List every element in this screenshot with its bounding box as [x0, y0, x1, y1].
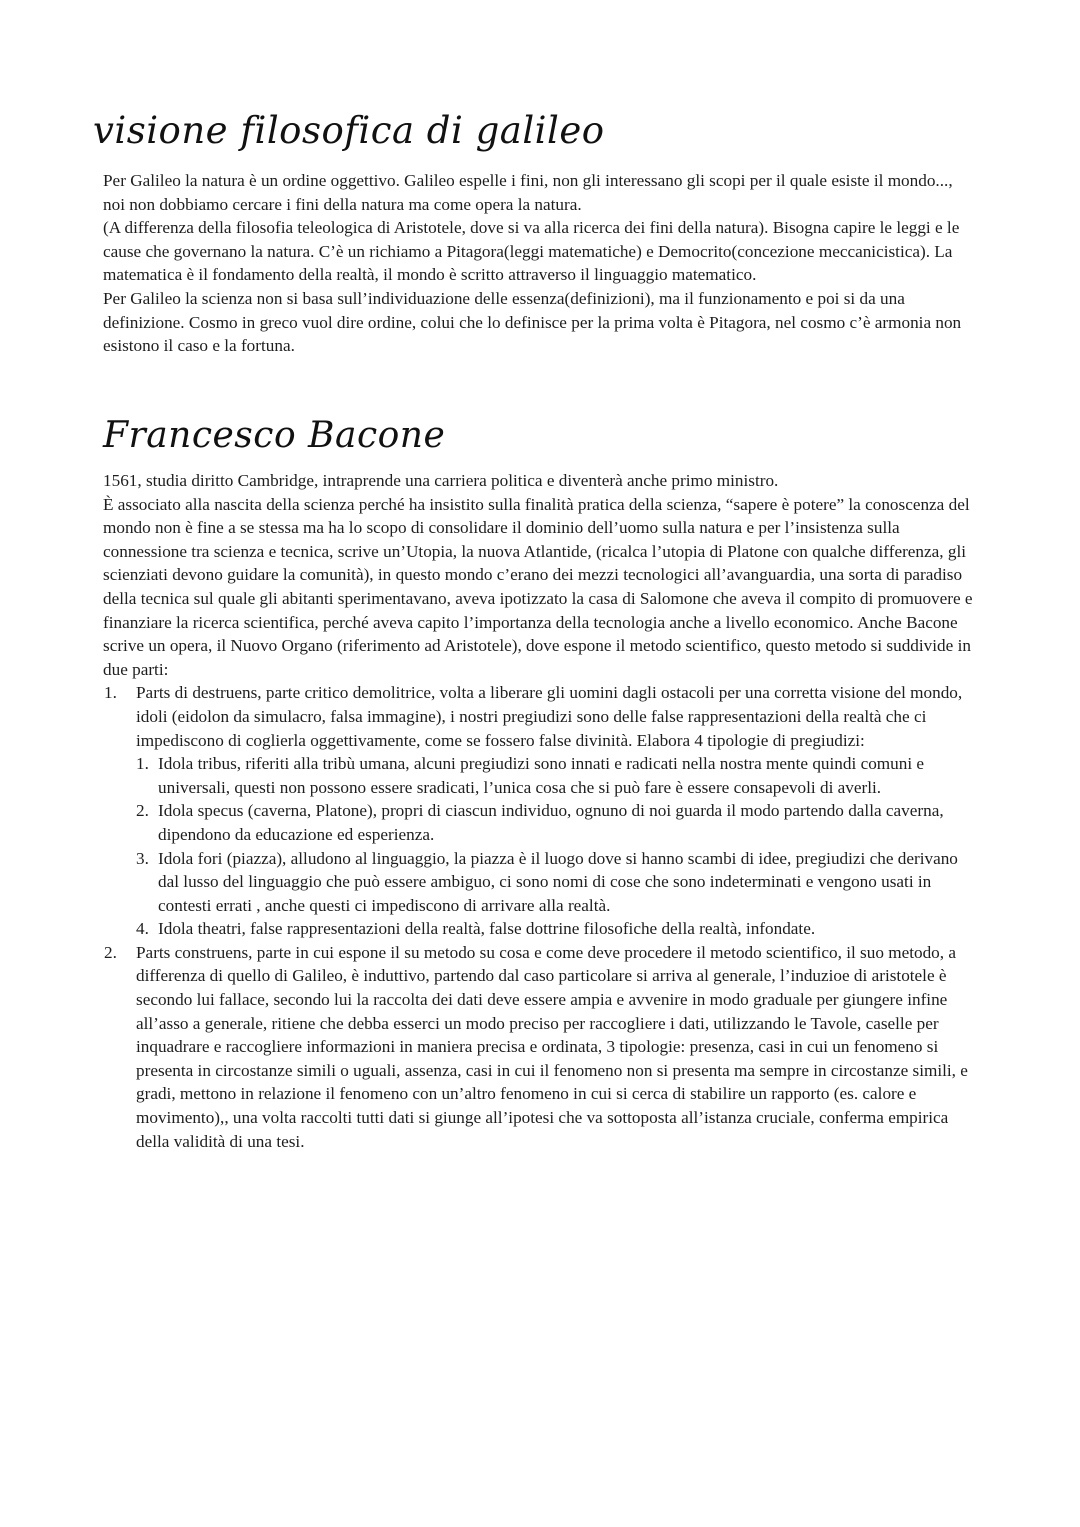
- list-item: [136, 917, 978, 941]
- section-title-galileo: visione filosofica di galileo: [93, 109, 605, 152]
- list-item-text: Idola fori (piazza), alludono al linguaggio, la piazza è il luogo dove si hanno scambi di idee, pregiudizi che derivano dal lusso del linguaggio che può essere ambiguo, ci sono nomi di cose che sono indeterminati e vengono usati in contesti errati , anche questi ci impediscono di arrivare alla realtà.: [158, 848, 958, 915]
- list-item: [103, 941, 978, 1153]
- list-item: [136, 799, 978, 846]
- list-number: 4.: [136, 919, 149, 939]
- list-number: 1.: [136, 754, 149, 774]
- list-item-text: Parts construens, parte in cui espone il su metodo su cosa e come deve procedere il metodo scientifico, il suo metodo, a differenza di quello di Galileo, è induttivo, partendo dal caso particolare si arriva al generale, l’induzioe di aristotele è secondo lui fallace, secondo lui la raccolta dei dati deve essere ampia e avvenire in modo graduale per giungere infine all’asso a generale, ritiene che debba esserci un modo preciso per raccogliere i dati, utilizzando le Tavole, caselle per inquadrare e raccogliere informazioni in maniera precisa e ordinata, 3 tipologie: presenza, casi in cui un fenomeno si presenta in circostanze simili o uguali, assenza, casi in cui il fenomeno non si presenta ma sempre in circostanze simili, e gradi, mettono in relazione il fenomeno con un’altro fenomeno in cui si cerca di stabilire un rapporto (es. calore e movimento),, una volta raccolti tutti dati si giunge all’ipotesi che va sottoposta all’istanza cruciale, conferma empirica della validità di una tesi.: [136, 942, 968, 1151]
- galileo-section-body: [103, 169, 978, 358]
- paragraph: 1561, studia diritto Cambridge, intraprende una carriera politica e diventerà anche primo ministro.: [103, 471, 779, 490]
- paragraph: Per Galileo la natura è un ordine oggettivo. Galileo espelle i fini, non gli interessano gli scopi per il quale esiste il mondo..., noi non dobbiamo cercare i fini della natura ma come opera la natura.: [103, 171, 953, 214]
- bacone-section-body: [103, 469, 978, 1153]
- list-item-text: Parts di destruens, parte critico demolitrice, volta a liberare gli uomini dagli ostacoli per una corretta visione del mondo, idoli (eidolon da simulacro, falsa immagine), i nostri pregiudizi sono delle false rappresentazioni della realtà che ci impediscono di coglierla oggettivamente, come se fossero false divinità. Elabora 4 tipologie di pregiudizi:: [136, 683, 963, 750]
- list-number: 2.: [136, 801, 149, 821]
- paragraph: Per Galileo la scienza non si basa sull’individuazione delle essenza(definizioni), ma il funzionamento e poi si da una definizione. Cosmo in greco vuol dire ordine, colui che lo definisce per la prima volta è Pitagora, nel cosmo c’è armonia non esistono il caso e la fortuna.: [103, 288, 962, 356]
- list-number: 1.: [104, 683, 117, 703]
- list-item-text: Idola specus (caverna, Platone), propri di ciascun individuo, ognuno di noi guarda il modo partendo dalla caverna, dipendono da educazione ed esperienza.: [158, 801, 944, 844]
- list-number: 3.: [136, 848, 149, 868]
- list-item-text: Idola tribus, riferiti alla tribù umana, alcuni pregiudizi sono innati e radicati nella nostra mente quindi comuni e universali, questi non possono essere sradicati, l’unica cosa che si può fare è essere consapevoli di averli.: [158, 754, 925, 797]
- section-title-bacone: Francesco Bacone: [103, 415, 446, 456]
- paragraph: È associato alla nascita della scienza perché ha insistito sulla finalità pratica della scienza, “sapere è potere” la conoscenza del mondo non è fine a se stessa ma ha lo scopo di consolidare il dominio dell’uomo sulla natura e per l’insistenza sulla connessione tra scienza e tecnica, scrive un’Utopia, la nuova Atlantide, (ricalca l’utopia di Platone con qualche differenza, gli scienziati devono guidare la comunità), in questo mondo c’erano dei mezzi tecnologici all’avanguardia, una sorta di paradiso della tecnica sul quale gli abitanti sperimentavano, aveva ipotizzato la casa di Salomone che aveva il compito di promuovere e finanziare la ricerca scientifica, perché aveva capito l’importanza della tecnologia anche a livello economico. Anche Bacone scrive un opera, il Nuovo Organo (riferimento ad Aristotele), dove espone il metodo scientifico, questo metodo si suddivide in due parti:: [103, 494, 973, 679]
- list-item: [103, 681, 978, 941]
- idols-list: [136, 752, 978, 941]
- list-item: [136, 847, 978, 918]
- paragraph: (A differenza della filosofia teleologica di Aristotele, dove si va alla ricerca dei fini della natura). Bisogna capire le leggi e le cause che governano la natura. C’è un richiamo a Pitagora(leggi matematiche) e Democrito(concezione meccanicistica). La matematica è il fondamento della realtà, il mondo è scritto attraverso il linguaggio matematico.: [103, 218, 960, 285]
- list-item-text: Idola theatri, false rappresentazioni della realtà, false dottrine filosofiche della realtà, infondate.: [158, 919, 816, 939]
- list-number: 2.: [104, 942, 117, 962]
- method-parts-list: [103, 681, 978, 1153]
- list-item: [136, 752, 978, 799]
